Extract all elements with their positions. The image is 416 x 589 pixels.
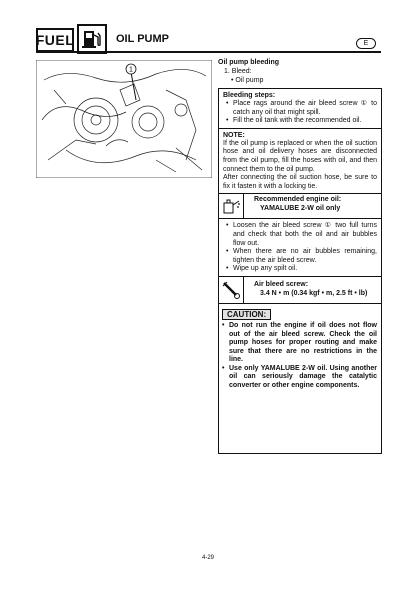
torque-spec-value: 3.4 N • m (0.34 kgf • m, 2.5 ft • lb) (260, 289, 368, 297)
torque-wrench-icon (219, 277, 244, 303)
oil-spec (219, 193, 381, 219)
procedure-heading (218, 58, 382, 85)
oil-pump-illustration (36, 60, 212, 178)
bleeding-steps-box (218, 88, 382, 454)
step-item: • Oil pump (231, 77, 264, 84)
caution-item: • Use only YAMALUBE 2-W oil. Using another oil can seriously damage the catalytic converter or other engine components. (229, 365, 377, 391)
oil-spec-value: YAMALUBE 2-W oil only (260, 204, 341, 212)
note-block (219, 128, 381, 194)
note-label: NOTE: (223, 131, 245, 139)
note-paragraph: If the oil pump is replaced or when the oil suction hose and oil delivery hoses are disconnected from the oil pump, fill the hoses with oil, and then connect them to the oil pump. (223, 139, 377, 173)
caution-label: CAUTION: (222, 309, 271, 320)
torque-spec-label: Air bleed screw: (254, 280, 309, 288)
fuel-pump-icon (77, 24, 107, 54)
bleeding-steps-title: Bleeding steps: (223, 92, 276, 99)
figure-callout: 1 (129, 66, 133, 74)
bleeding-step: • Place rags around the air bleed screw ① to catch any oil that might spill. (233, 100, 377, 117)
caution-block (219, 304, 381, 393)
oil-spec-label: Recommended engine oil: (254, 196, 342, 204)
note-paragraph: After connecting the oil suction hose, be sure to fix it fasten it with a locking tie. (223, 174, 377, 190)
page-number: 4-29 (201, 555, 214, 561)
page-title: OIL PUMP (116, 33, 169, 45)
caution-item: • Do not run the engine if oil does not flow out of the air bleed screw. Check the oil pump hoses for proper routing and make sure that there are no restrictions in the line. (229, 322, 377, 365)
bleeding-step: • Loosen the air bleed screw ① two full turns and check that both the oil and air bubbles flow out. (233, 222, 377, 248)
language-badge: E (356, 38, 376, 49)
header-rule (36, 51, 381, 53)
oil-can-icon (219, 194, 244, 218)
section-label: FUEL (36, 28, 74, 52)
step-label: 1. Bleed: (224, 68, 252, 75)
bleeding-step: • Fill the oil tank with the recommended oil. (233, 117, 377, 126)
bleeding-step: • When there are no air bubbles remaining, tighten the air bleed screw. (233, 248, 377, 265)
section-heading: Oil pump bleeding (218, 59, 280, 66)
torque-spec (219, 276, 381, 304)
bleeding-step: • Wipe up any spilt oil. (233, 265, 377, 274)
